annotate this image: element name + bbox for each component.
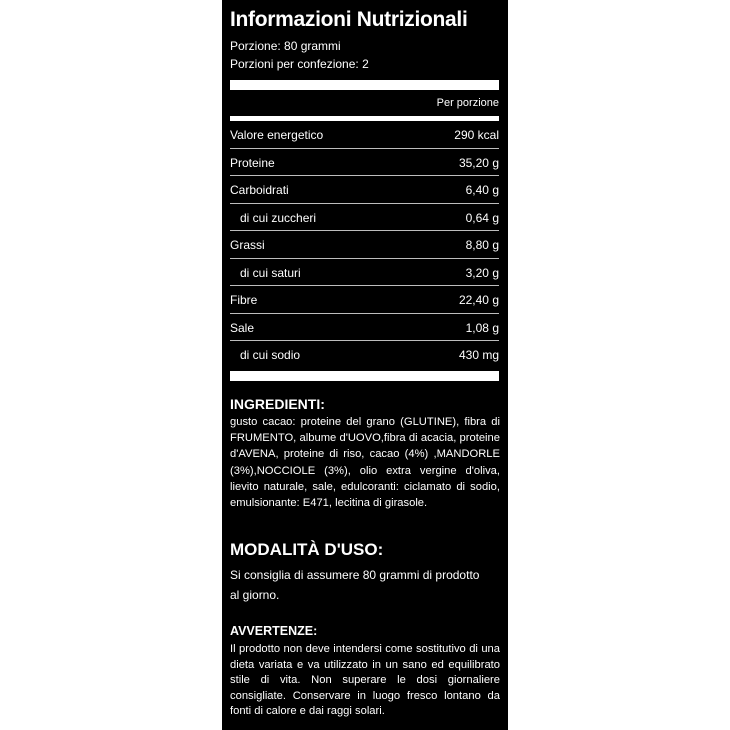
- nutrient-value: 0,64 g: [465, 210, 499, 225]
- ingredients-heading: INGREDIENTI:: [230, 396, 325, 412]
- nutrient-label: Valore energetico: [230, 128, 324, 142]
- nutrient-label: Carboidrati: [230, 183, 289, 197]
- warnings-text: Il prodotto non deve intendersi come sostitutivo di una dieta variata e va utilizzato in un sano ed equilibrato stile di vita. Non superare le dosi giornaliere consigliate. Conservare in luogo fresco lontano da fonti di calore e dai raggi solari.: [230, 643, 500, 718]
- nutrient-value: 6,40 g: [465, 183, 499, 197]
- nutrient-row: [230, 121, 499, 149]
- nutrient-label: Grassi: [230, 238, 265, 252]
- nutrient-label: Fibre: [230, 293, 258, 307]
- nutrient-label: di cui sodio: [240, 348, 301, 362]
- nutrient-value: 1,08 g: [465, 320, 499, 335]
- nutrient-value: 8,80 g: [465, 238, 499, 252]
- usage-heading: MODALITÀ D'USO:: [230, 540, 384, 559]
- nutrient-row: [230, 204, 499, 232]
- nutrient-value: 35,20 g: [458, 155, 499, 170]
- nutrient-value: 22,40 g: [458, 293, 499, 307]
- nutrient-row: [230, 341, 499, 369]
- thick-divider-top: [230, 80, 499, 90]
- nutrient-row: [230, 231, 499, 259]
- usage-text: Si consiglia di assumere 80 grammi di prodotto al giorno.: [230, 568, 480, 602]
- nutrient-row: [230, 286, 499, 314]
- nutrient-label: Proteine: [230, 155, 275, 170]
- nutrition-title: Informazioni Nutrizionali: [230, 8, 468, 31]
- warnings-heading: AVVERTENZE:: [230, 624, 318, 638]
- nutrient-row: [230, 176, 499, 204]
- nutrient-row: [230, 259, 499, 287]
- nutrient-value: 3,20 g: [465, 265, 499, 280]
- nutrient-label: di cui zuccheri: [240, 210, 317, 225]
- nutrition-panel: [222, 0, 508, 730]
- serving-size: Porzione: 80 grammi: [230, 39, 341, 53]
- nutrient-label: Sale: [230, 320, 255, 335]
- nutrient-label: di cui saturi: [240, 265, 301, 280]
- nutrient-table: [230, 121, 499, 369]
- thick-divider-bottom: [230, 371, 499, 381]
- nutrient-row: [230, 149, 499, 177]
- nutrient-row: [230, 314, 499, 342]
- nutrient-value: 430 mg: [458, 348, 499, 362]
- nutrient-value: 290 kcal: [454, 128, 499, 142]
- column-header: Per porzione: [436, 97, 499, 109]
- servings-per-pack: Porzioni per confezione: 2: [230, 57, 369, 71]
- ingredients-text: gusto cacao: proteine del grano (GLUTINE), fibra di FRUMENTO, albume d'UOVO,fibra di acacia, proteine d'AVENA, proteine di riso, cacao (4%) ,MANDORLE (3%),NOCCIOLE (3%), olio extra vergine d'oliva, lievito naturale, sale, edulcoranti: ciclamato di sodio, emulsionante: E471, lecitina di girasole.: [230, 416, 500, 510]
